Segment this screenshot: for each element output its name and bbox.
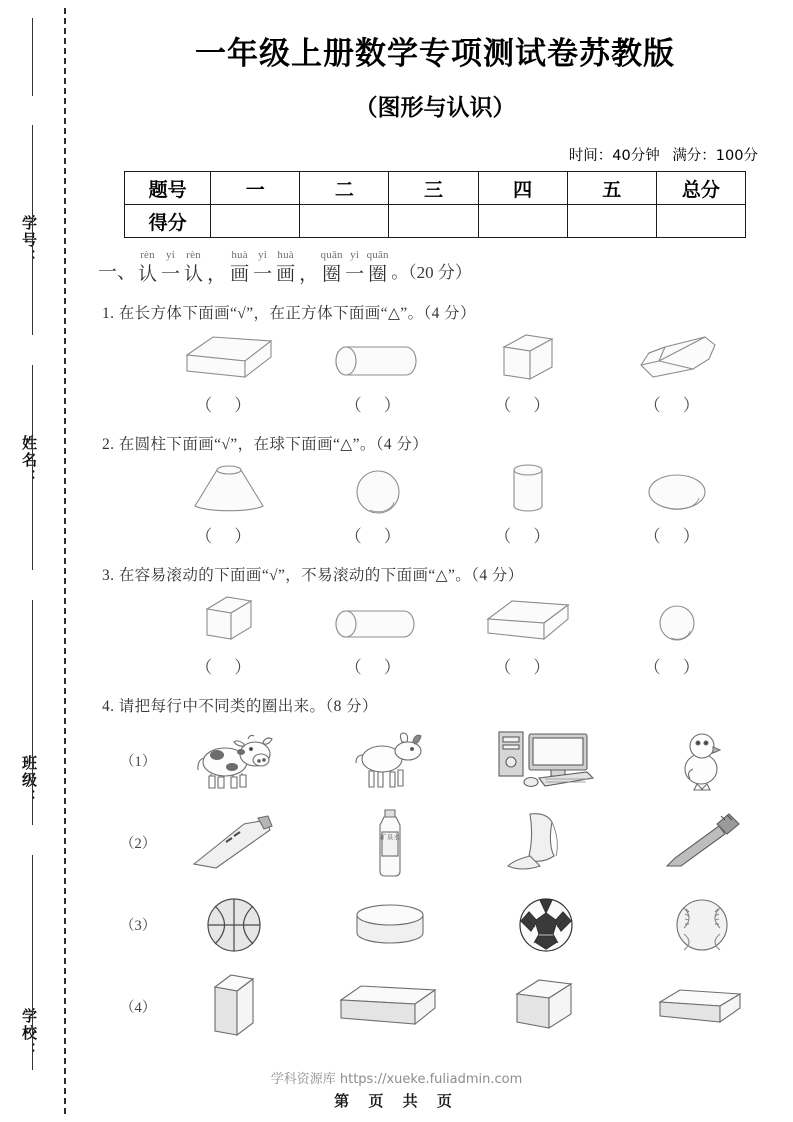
tall-box-icon[interactable] xyxy=(168,970,300,1044)
question-4-row-3 xyxy=(102,888,780,962)
question-4-prompt: 请把每行中不同类的圈出来。（8 分） xyxy=(118,697,378,715)
question-4 xyxy=(90,694,780,1044)
pinyin-text: huà xyxy=(277,249,294,261)
score-input-cell[interactable] xyxy=(567,205,656,238)
row-index: （1） xyxy=(120,754,157,771)
question-3-text xyxy=(102,563,780,585)
shape-option[interactable] xyxy=(469,460,587,547)
score-table-header-cell: 四 xyxy=(478,172,567,205)
pinyin-text: quān xyxy=(366,249,389,261)
water-bottle-icon[interactable] xyxy=(324,806,456,880)
score-table-row xyxy=(125,205,746,238)
hanzi-text: 认 xyxy=(184,264,204,285)
hanzi-text: 圈 xyxy=(368,264,388,285)
section-one-heading xyxy=(90,250,780,285)
cylinder-horizontal-icon xyxy=(332,591,424,647)
sidebar-field-label: 班级： xyxy=(20,755,36,806)
question-1-text xyxy=(102,301,780,323)
question-1-number: 1. xyxy=(102,304,115,322)
shape-option[interactable] xyxy=(618,591,736,678)
answer-parens[interactable]: （） xyxy=(494,395,573,415)
sidebar-divider-1 xyxy=(32,18,33,96)
sidebar-divider-4 xyxy=(32,600,33,825)
score-input-cell[interactable] xyxy=(656,205,745,238)
cuboid-icon xyxy=(183,329,275,385)
shape-option[interactable] xyxy=(170,460,288,547)
sidebar-field-label: 学号： xyxy=(20,215,36,266)
student-info-sidebar xyxy=(0,0,72,1122)
tear-off-dashed-line xyxy=(64,8,66,1114)
row-items xyxy=(156,806,780,880)
basketball-icon[interactable] xyxy=(168,888,300,962)
hanzi-text: ， xyxy=(207,264,227,285)
score-input-cell[interactable] xyxy=(300,205,389,238)
shape-option[interactable] xyxy=(319,591,437,678)
towel-icon[interactable] xyxy=(480,806,612,880)
question-1 xyxy=(90,301,780,416)
soccer-ball-icon[interactable] xyxy=(480,888,612,962)
question-4-text xyxy=(102,694,780,716)
cylinder-vertical-icon xyxy=(482,460,574,516)
shape-option[interactable] xyxy=(469,591,587,678)
pinyin-unit xyxy=(182,250,205,285)
cube-icon xyxy=(183,591,275,647)
exam-time: 时间：40分钟 xyxy=(568,148,660,164)
pinyin-unit xyxy=(136,250,159,285)
hanzi-text: 画 xyxy=(230,264,250,285)
chick-icon[interactable] xyxy=(636,724,768,798)
shape-option[interactable] xyxy=(319,329,437,416)
exam-sheet xyxy=(90,0,780,1122)
row-index: （3） xyxy=(120,918,157,935)
row-index: （2） xyxy=(120,836,157,853)
bottle-label: 矿泉水 xyxy=(380,833,400,841)
question-2 xyxy=(90,432,780,547)
score-table-header-cell: 一 xyxy=(211,172,300,205)
hanzi-text: ， xyxy=(299,264,319,285)
answer-parens[interactable]: （） xyxy=(344,657,423,677)
page-subtitle: （图形与认识） xyxy=(354,95,516,121)
cube-box-icon[interactable] xyxy=(480,970,612,1044)
score-table-header-row xyxy=(125,172,746,205)
cow-icon[interactable] xyxy=(168,724,300,798)
row-index: （4） xyxy=(120,1000,157,1017)
sidebar-field-name[interactable] xyxy=(18,435,48,486)
pinyin-unit xyxy=(228,250,251,285)
answer-parens[interactable]: （） xyxy=(344,526,423,546)
flat-box-icon[interactable] xyxy=(636,970,768,1044)
pinyin-unit xyxy=(205,250,228,285)
answer-parens[interactable]: （） xyxy=(344,395,423,415)
question-1-prompt: 在长方体下面画“√”，在正方体下面画“△”。（4 分） xyxy=(118,304,476,322)
answer-parens[interactable]: （） xyxy=(494,657,573,677)
score-input-cell[interactable] xyxy=(478,205,567,238)
question-4-row-4 xyxy=(102,970,780,1044)
shape-option[interactable] xyxy=(469,329,587,416)
sidebar-divider-2 xyxy=(32,125,33,335)
question-2-shape-row xyxy=(102,460,780,547)
question-3-shape-row xyxy=(102,591,780,678)
sidebar-field-label: 学校： xyxy=(20,1008,36,1059)
question-3-prompt: 在容易滚动的下面画“√”，不易滚动的下面画“△”。（4 分） xyxy=(118,566,524,584)
section-one-pinyin-row xyxy=(98,250,780,285)
score-table-header-cell: 题号 xyxy=(125,172,211,205)
cube-icon xyxy=(482,329,574,385)
pinyin-unit xyxy=(274,250,297,285)
sidebar-field-class[interactable] xyxy=(18,755,48,806)
section-one-index: 一、 xyxy=(98,261,137,283)
score-table-header-cell: 二 xyxy=(300,172,389,205)
sidebar-field-student-id[interactable] xyxy=(18,215,48,266)
score-table-header-cell: 总分 xyxy=(656,172,745,205)
question-2-prompt: 在圆柱下面画“√”，在球下面画“△”。（4 分） xyxy=(118,435,429,453)
frustum-cone-icon xyxy=(183,460,275,516)
shape-option[interactable] xyxy=(618,460,736,547)
answer-parens[interactable]: （） xyxy=(195,526,274,546)
page-footer: 第 页 共 页 xyxy=(334,1092,459,1110)
cuboid-flat-icon xyxy=(482,591,574,647)
hanzi-text: 认 xyxy=(138,264,158,285)
answer-parens[interactable]: （） xyxy=(643,395,722,415)
answer-parens[interactable]: （） xyxy=(643,657,722,677)
hexagonal-prism-icon xyxy=(631,329,723,385)
pinyin-text: rèn xyxy=(186,249,201,261)
watermark: 学科资源库 https://xueke.fuliadmin.com xyxy=(270,1072,523,1087)
question-3 xyxy=(90,563,780,678)
exam-meta xyxy=(90,144,780,165)
pinyin-unit xyxy=(320,250,343,285)
hanzi-text: 圈 xyxy=(322,264,342,285)
answer-parens[interactable]: （） xyxy=(494,526,573,546)
page-title: 一年级上册数学专项测试卷苏教版 xyxy=(195,36,675,72)
score-table-header-cell: 三 xyxy=(389,172,478,205)
toothbrush-icon[interactable] xyxy=(636,806,768,880)
flat-wide-box-icon[interactable] xyxy=(324,970,456,1044)
baseball-icon[interactable] xyxy=(636,888,768,962)
cylinder-horizontal-icon xyxy=(332,329,424,385)
question-3-number: 3. xyxy=(102,566,115,584)
pinyin-text: huà xyxy=(231,249,248,261)
row-items xyxy=(156,970,780,1044)
sphere-icon xyxy=(631,591,723,647)
question-2-text xyxy=(102,432,780,454)
hanzi-text: 一 xyxy=(253,264,273,285)
shape-option[interactable] xyxy=(170,591,288,678)
pinyin-unit xyxy=(251,250,274,285)
question-4-number: 4. xyxy=(102,697,115,715)
row-items xyxy=(156,724,780,798)
sidebar-field-school[interactable] xyxy=(18,1008,48,1059)
disc-cylinder-icon[interactable] xyxy=(324,888,456,962)
toothpaste-icon[interactable] xyxy=(168,806,300,880)
sphere-icon xyxy=(332,460,424,516)
sidebar-divider-3 xyxy=(32,365,33,570)
row-items xyxy=(156,888,780,962)
answer-parens[interactable]: （） xyxy=(195,657,274,677)
pinyin-text: yi xyxy=(166,249,176,261)
pinyin-text: rèn xyxy=(140,249,155,261)
shape-option[interactable] xyxy=(319,460,437,547)
pinyin-unit xyxy=(343,250,366,285)
score-row-label: 得分 xyxy=(125,205,211,238)
hanzi-text: 一 xyxy=(161,264,181,285)
pinyin-unit xyxy=(366,250,389,285)
answer-parens[interactable]: （） xyxy=(195,395,274,415)
hanzi-text: 画 xyxy=(276,264,296,285)
pinyin-unit xyxy=(297,250,320,285)
sidebar-field-label: 姓名： xyxy=(20,435,36,486)
pinyin-text: quān xyxy=(320,249,343,261)
question-4-row-1 xyxy=(102,724,780,798)
score-table xyxy=(124,171,746,238)
sidebar-divider-5 xyxy=(32,855,33,1070)
question-1-shape-row xyxy=(102,329,780,416)
hanzi-text: 一 xyxy=(345,264,365,285)
shape-option[interactable] xyxy=(170,329,288,416)
score-input-cell[interactable] xyxy=(389,205,478,238)
pinyin-unit xyxy=(159,250,182,285)
exam-full-marks: 满分：100分 xyxy=(672,148,758,164)
score-table-header-cell: 五 xyxy=(567,172,656,205)
question-2-number: 2. xyxy=(102,435,115,453)
pinyin-text: yi xyxy=(350,249,360,261)
score-input-cell[interactable] xyxy=(211,205,300,238)
question-4-row-2 xyxy=(102,806,780,880)
computer-icon[interactable] xyxy=(480,724,612,798)
answer-parens[interactable]: （） xyxy=(643,526,722,546)
ellipsoid-icon xyxy=(631,460,723,516)
section-one-score: 。（20 分） xyxy=(391,262,472,282)
goat-icon[interactable] xyxy=(324,724,456,798)
pinyin-text: yi xyxy=(258,249,268,261)
shape-option[interactable] xyxy=(618,329,736,416)
